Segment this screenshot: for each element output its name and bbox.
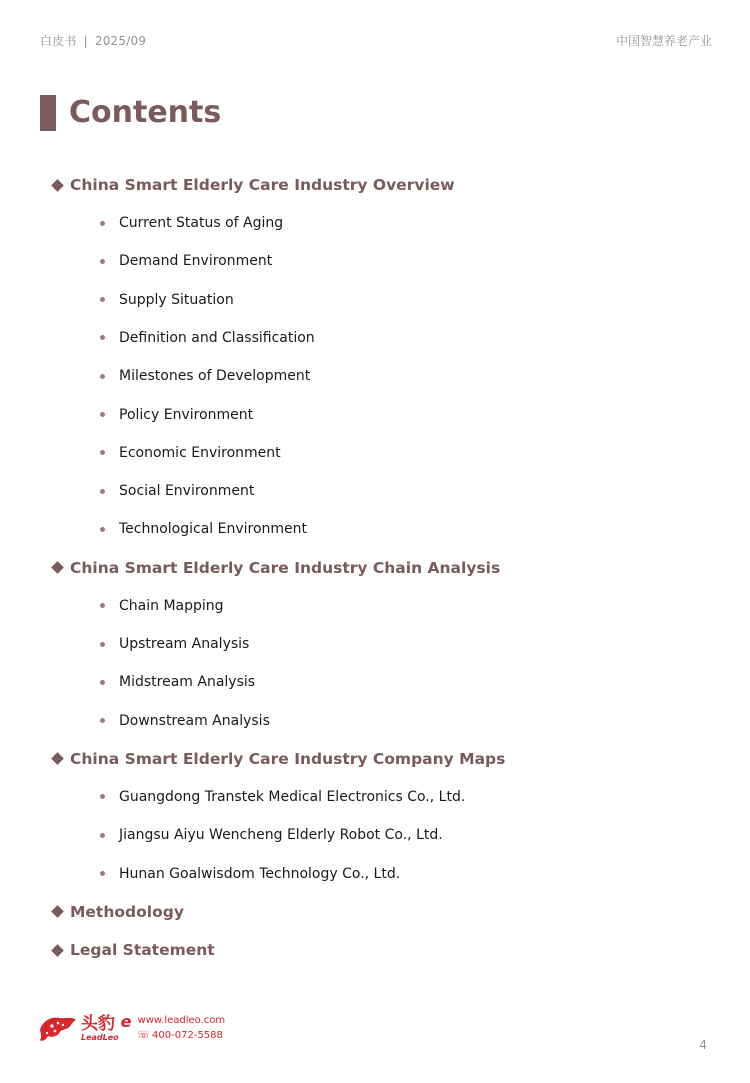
toc-item-label: Technological Environment — [119, 521, 308, 538]
dot-bullet-icon — [100, 412, 105, 417]
toc-item[interactable] — [100, 713, 270, 729]
toc-item-label: Supply Situation — [119, 291, 234, 308]
phone-line — [138, 1028, 226, 1043]
toc-section-label: China Smart Elderly Care Industry Company Maps — [70, 749, 506, 768]
toc-item-label: Economic Environment — [119, 444, 281, 461]
toc-item[interactable] — [100, 827, 443, 843]
toc-section-label: Legal Statement — [70, 941, 215, 960]
logo-e-mark: e — [120, 1011, 132, 1031]
dot-bullet-icon — [100, 489, 105, 494]
dot-bullet-icon — [100, 718, 105, 723]
toc-item[interactable] — [100, 598, 224, 614]
phone-icon: ☏ — [137, 1030, 151, 1041]
toc-item-label: Definition and Classification — [119, 329, 315, 346]
dot-bullet-icon — [100, 642, 105, 647]
dot-bullet-icon — [100, 450, 105, 455]
header-left — [40, 32, 146, 49]
dot-bullet-icon — [100, 221, 105, 226]
dot-bullet-icon — [100, 603, 105, 608]
header-separator: | — [83, 34, 88, 48]
toc-item-label: Guangdong Transtek Medical Electronics Co., Ltd. — [119, 788, 466, 805]
logo-english: LeadLeo — [81, 1032, 119, 1042]
header-date: 2025/09 — [94, 34, 147, 48]
diamond-bullet-icon — [51, 561, 64, 574]
toc-item[interactable] — [100, 636, 249, 652]
logo-wordmark — [81, 1015, 119, 1042]
toc-item-label: Upstream Analysis — [119, 636, 250, 652]
toc-item[interactable] — [100, 292, 234, 308]
toc-item-label: Policy Environment — [119, 406, 254, 423]
toc-item-label: Chain Mapping — [119, 597, 224, 614]
toc-item[interactable] — [100, 521, 307, 537]
toc-section[interactable] — [52, 559, 500, 577]
toc-section[interactable] — [52, 903, 184, 921]
dot-bullet-icon — [100, 374, 105, 379]
toc-item[interactable] — [100, 483, 254, 499]
toc-section[interactable] — [52, 176, 455, 194]
dot-bullet-icon — [100, 833, 105, 838]
toc-section-label: China Smart Elderly Care Industry Overview — [70, 176, 455, 194]
toc-item-label: Downstream Analysis — [119, 712, 270, 729]
toc-item[interactable] — [100, 253, 272, 269]
toc-item-label: Social Environment — [119, 483, 255, 500]
toc-item[interactable] — [100, 407, 253, 423]
toc-section-label: Methodology — [70, 902, 184, 921]
toc-item-label: Hunan Goalwisdom Technology Co., Ltd. — [119, 865, 401, 882]
logo-chinese: 头豹 — [81, 1013, 115, 1034]
toc-item-label: Milestones of Development — [119, 368, 311, 385]
page-title-text: Contents — [69, 95, 222, 130]
toc-item[interactable] — [100, 674, 255, 690]
dot-bullet-icon — [100, 335, 105, 340]
header-report-name: 中国智慧养老产业 — [615, 34, 712, 48]
toc-item[interactable] — [100, 368, 310, 384]
dot-bullet-icon — [100, 297, 105, 302]
page-title — [40, 95, 221, 131]
toc-item[interactable] — [100, 866, 400, 882]
dot-bullet-icon — [100, 871, 105, 876]
footer-logo — [38, 1012, 225, 1044]
toc-item-label: Jiangsu Aiyu Wencheng Elderly Robot Co., Ltd. — [119, 827, 443, 844]
toc-item-label: Current Status of Aging — [119, 215, 284, 231]
website-link[interactable]: www.leadleo.com — [137, 1015, 226, 1026]
toc-item-label: Midstream Analysis — [119, 674, 256, 691]
toc-item[interactable] — [100, 215, 283, 231]
toc-section[interactable] — [52, 941, 215, 959]
contact-info — [138, 1013, 226, 1043]
diamond-bullet-icon — [51, 179, 64, 192]
header-doc-type: 白皮书 — [40, 34, 77, 48]
page-number: 4 — [699, 1038, 707, 1052]
toc-item[interactable] — [100, 789, 465, 805]
diamond-bullet-icon — [51, 753, 64, 766]
leopard-logo-icon — [38, 1012, 78, 1044]
toc-section[interactable] — [52, 750, 505, 768]
title-accent-bar — [40, 95, 56, 131]
dot-bullet-icon — [100, 794, 105, 799]
toc-section-label: China Smart Elderly Care Industry Chain Analysis — [70, 558, 501, 577]
dot-bullet-icon — [100, 680, 105, 685]
dot-bullet-icon — [100, 259, 105, 264]
toc-item[interactable] — [100, 445, 281, 461]
dot-bullet-icon — [100, 527, 105, 532]
toc-item[interactable] — [100, 330, 315, 346]
toc-item-label: Demand Environment — [119, 253, 273, 270]
phone-number: 400-072-5588 — [152, 1030, 223, 1041]
diamond-bullet-icon — [51, 905, 64, 918]
diamond-bullet-icon — [51, 944, 64, 957]
